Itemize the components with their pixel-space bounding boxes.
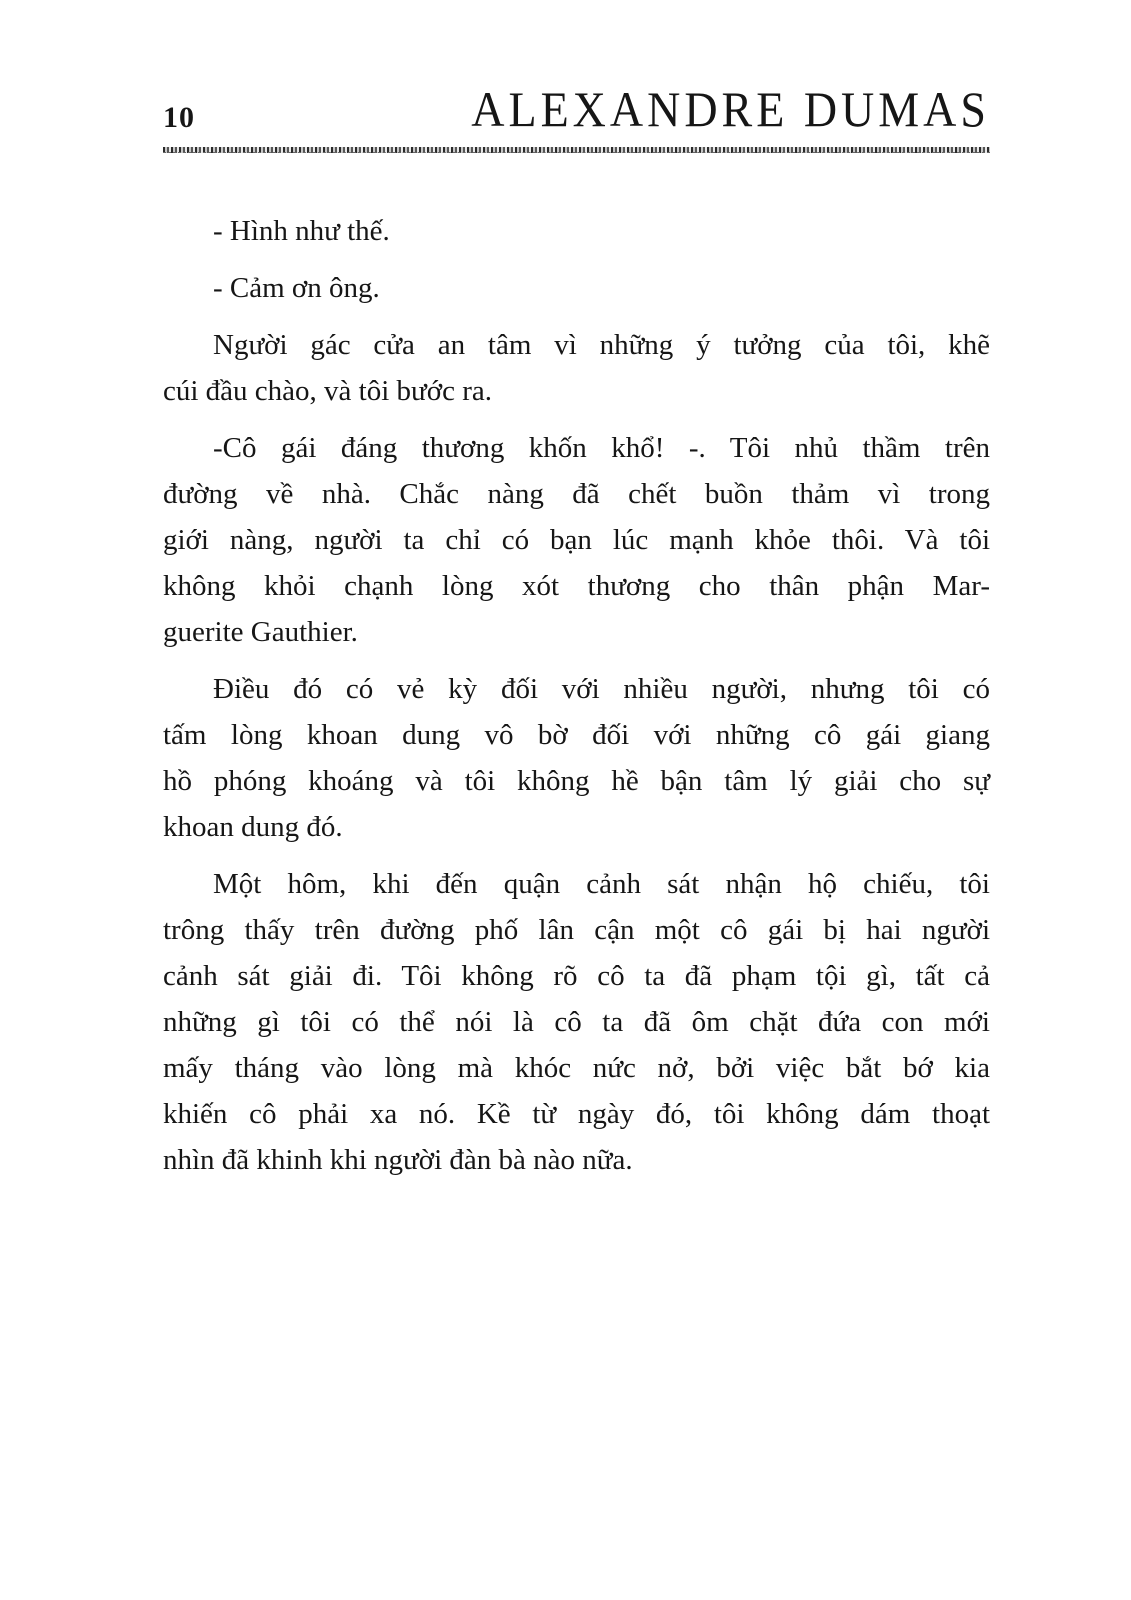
paragraph-line: khiến cô phải xa nó. Kề từ ngày đó, tôi không dám thoạt xyxy=(163,1098,990,1130)
paragraph-line: Người gác cửa an tâm vì những ý tưởng của tôi, khẽ xyxy=(213,329,990,361)
paragraph-line: không khỏi chạnh lòng xót thương cho thân phận Mar- xyxy=(163,570,990,602)
paragraph xyxy=(163,425,990,655)
paragraph-line: cúi đầu chào, và tôi bước ra. xyxy=(163,375,492,407)
paragraph xyxy=(163,666,990,850)
paragraph-line: -Cô gái đáng thương khốn khổ! -. Tôi nhủ thầm trên xyxy=(213,432,990,464)
page-body xyxy=(163,208,990,1183)
paragraph xyxy=(163,861,990,1183)
paragraph-line: hồ phóng khoáng và tôi không hề bận tâm lý giải cho sự xyxy=(163,765,990,797)
paragraph-line: - Cảm ơn ông. xyxy=(213,272,380,304)
page-header xyxy=(163,81,990,138)
paragraph-line: guerite Gauthier. xyxy=(163,616,358,648)
paragraph-line: đường về nhà. Chắc nàng đã chết buồn thảm vì trong xyxy=(163,478,990,510)
paragraph-line: Điều đó có vẻ kỳ đối với nhiều người, nhưng tôi có xyxy=(213,673,990,705)
running-title: ALEXANDRE DUMAS xyxy=(471,81,990,137)
paragraph xyxy=(163,208,990,254)
paragraph xyxy=(163,265,990,311)
paragraph-line: - Hình như thế. xyxy=(213,215,390,247)
header-rule xyxy=(163,147,990,153)
paragraph-line: nhìn đã khinh khi người đàn bà nào nữa. xyxy=(163,1144,633,1176)
paragraph-line: tấm lòng khoan dung vô bờ đối với những cô gái giang xyxy=(163,719,990,751)
paragraph-line: mấy tháng vào lòng mà khóc nức nở, bởi việc bắt bớ kia xyxy=(163,1052,990,1084)
page-number: 10 xyxy=(163,101,195,134)
paragraph-line: cảnh sát giải đi. Tôi không rõ cô ta đã phạm tội gì, tất cả xyxy=(163,960,990,992)
paragraph-line: khoan dung đó. xyxy=(163,811,343,843)
paragraph-line: Một hôm, khi đến quận cảnh sát nhận hộ chiếu, tôi xyxy=(213,868,990,900)
paragraph-line: những gì tôi có thể nói là cô ta đã ôm chặt đứa con mới xyxy=(163,1006,990,1038)
paragraph xyxy=(163,322,990,414)
paragraph-line: giới nàng, người ta chỉ có bạn lúc mạnh khỏe thôi. Và tôi xyxy=(163,524,990,556)
paragraph-line: trông thấy trên đường phố lân cận một cô gái bị hai người xyxy=(163,914,990,946)
